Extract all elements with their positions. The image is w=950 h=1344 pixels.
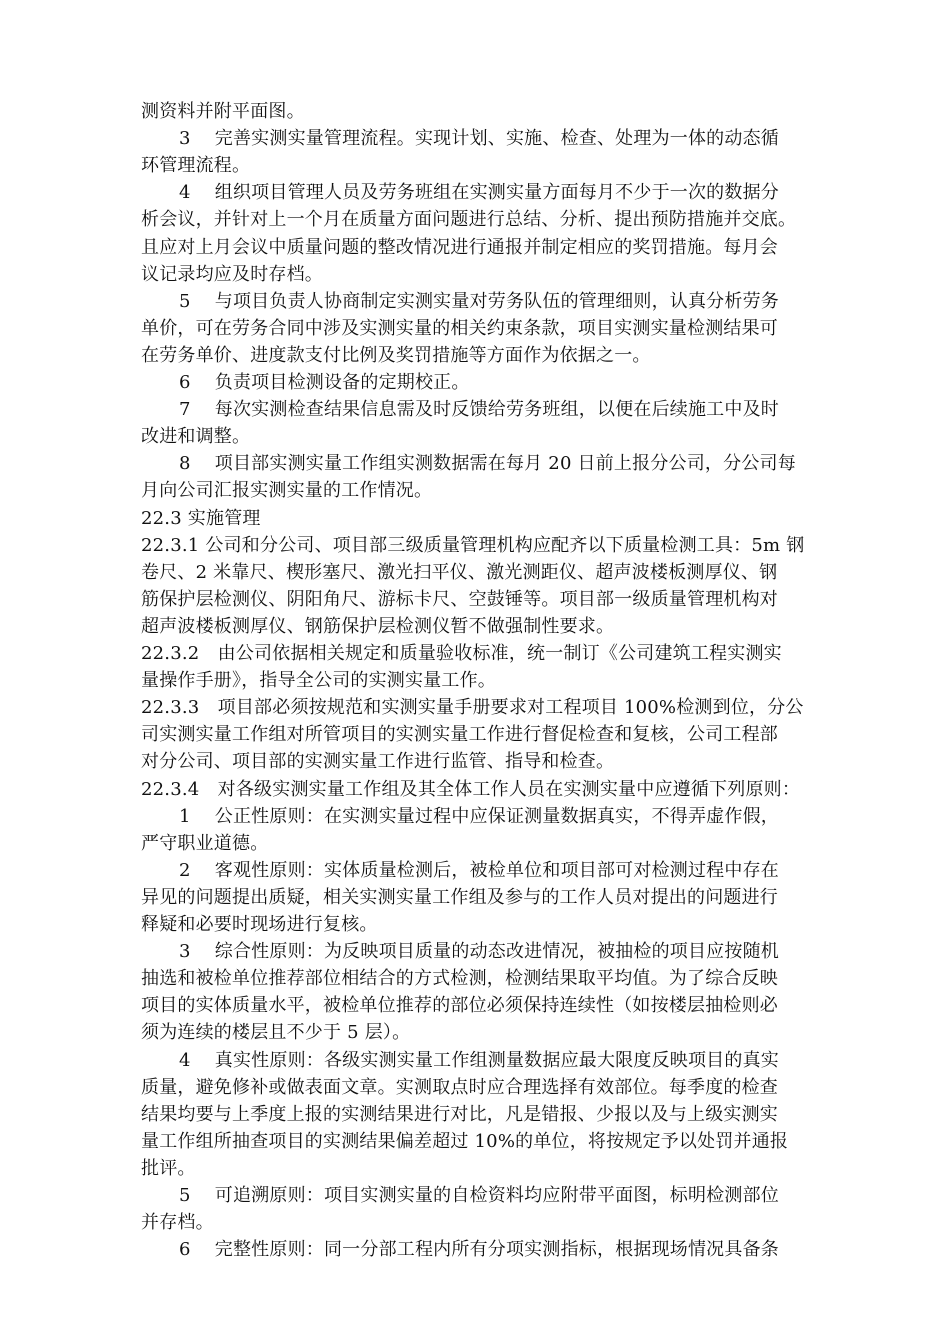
text-line: 测资料并附平面图。 [141,101,305,122]
text-line: 4 真实性原则：各级实测实量工作组测量数据应最大限度反映项目的真实 [179,1050,779,1071]
text-line: 单价，可在劳务合同中涉及实测实量的相关约束条款，项目实测实量检测结果可 [141,318,778,339]
text-line: 3 综合性原则：为反映项目质量的动态改进情况，被抽检的项目应按随机 [179,941,779,962]
text-line: 释疑和必要时现场进行复核。 [141,914,378,935]
text-line: 22.3.1 公司和分公司、项目部三级质量管理机构应配齐以下质量检测工具：5m 钢 [141,535,805,556]
text-line: 超声波楼板测厚仪、钢筋保护层检测仪暂不做强制性要求。 [141,616,615,637]
text-line: 22.3.4 对各级实测实量工作组及其全体工作人员在实测实量中应遵循下列原则： [141,779,801,800]
text-line: 项目的实体质量水平，被检单位推荐的部位必须保持连续性（如按楼层抽检则必 [141,995,778,1016]
text-line: 在劳务单价、进度款支付比例及奖罚措施等方面作为依据之一。 [141,345,651,366]
text-line: 1 公正性原则：在实测实量过程中应保证测量数据真实，不得弄虚作假， [179,806,779,827]
text-line: 6 负责项目检测设备的定期校正。 [179,372,470,393]
text-line: 月向公司汇报实测实量的工作情况。 [141,480,433,501]
text-line: 严守职业道德。 [141,833,269,854]
text-line: 量操作手册》，指导全公司的实测实量工作。 [141,670,496,691]
text-line: 且应对上月会议中质量问题的整改情况进行通报并制定相应的奖罚措施。每月会 [141,237,778,258]
text-line: 5 可追溯原则：项目实测实量的自检资料均应附带平面图，标明检测部位 [179,1185,779,1206]
text-line: 6 完整性原则：同一分部工程内所有分项实测指标，根据现场情况具备条 [179,1239,779,1260]
text-line: 8 项目部实测实量工作组实测数据需在每月 20 日前上报分公司，分公司每 [179,453,796,474]
text-line: 2 客观性原则：实体质量检测后，被检单位和项目部可对检测过程中存在 [179,860,779,881]
text-line: 质量，避免修补或做表面文章。实测取点时应合理选择有效部位。每季度的检查 [141,1077,778,1098]
text-line: 量工作组所抽查项目的实测结果偏差超过 10%的单位，将按规定予以处罚并通报 [141,1131,789,1152]
text-line: 筋保护层检测仪、阴阳角尺、游标卡尺、空鼓锤等。项目部一级质量管理机构对 [141,589,778,610]
text-line: 抽选和被检单位推荐部位相结合的方式检测，检测结果取平均值。为了综合反映 [141,968,778,989]
text-line: 异见的问题提出质疑，相关实测实量工作组及参与的工作人员对提出的问题进行 [141,887,778,908]
text-line: 议记录均应及时存档。 [141,264,323,285]
text-line: 5 与项目负责人协商制定实测实量对劳务队伍的管理细则，认真分析劳务 [179,291,779,312]
text-line: 22.3.2 由公司依据相关规定和质量验收标准，统一制订《公司建筑工程实测实 [141,643,782,664]
text-line: 卷尺、2 米靠尺、楔形塞尺、激光扫平仪、激光测距仪、超声波楼板测厚仪、钢 [141,562,778,583]
text-line: 并存档。 [141,1212,214,1233]
text-line: 22.3.3 项目部必须按规范和实测实量手册要求对工程项目 100%检测到位，分公 [141,697,804,718]
text-line: 结果均要与上季度上报的实测结果进行对比，凡是错报、少报以及与上级实测实 [141,1104,778,1125]
text-line: 对分公司、项目部的实测实量工作进行监管、指导和检查。 [141,751,615,772]
text-line: 改进和调整。 [141,426,251,447]
text-line: 须为连续的楼层且不少于 5 层）。 [141,1022,411,1043]
text-line: 22.3 实施管理 [141,508,261,529]
text-line: 析会议，并针对上一个月在质量方面问题进行总结、分析、提出预防措施并交底。 [141,209,797,230]
text-line: 3 完善实测实量管理流程。实现计划、实施、检查、处理为一体的动态循 [179,128,779,149]
text-line: 4 组织项目管理人员及劳务班组在实测实量方面每月不少于一次的数据分 [179,182,779,203]
text-line: 司实测实量工作组对所管项目的实测实量工作进行督促检查和复核，公司工程部 [141,724,778,745]
text-line: 7 每次实测检查结果信息需及时反馈给劳务班组，以便在后续施工中及时 [179,399,779,420]
text-line: 环管理流程。 [141,155,251,176]
text-line: 批评。 [141,1158,196,1179]
